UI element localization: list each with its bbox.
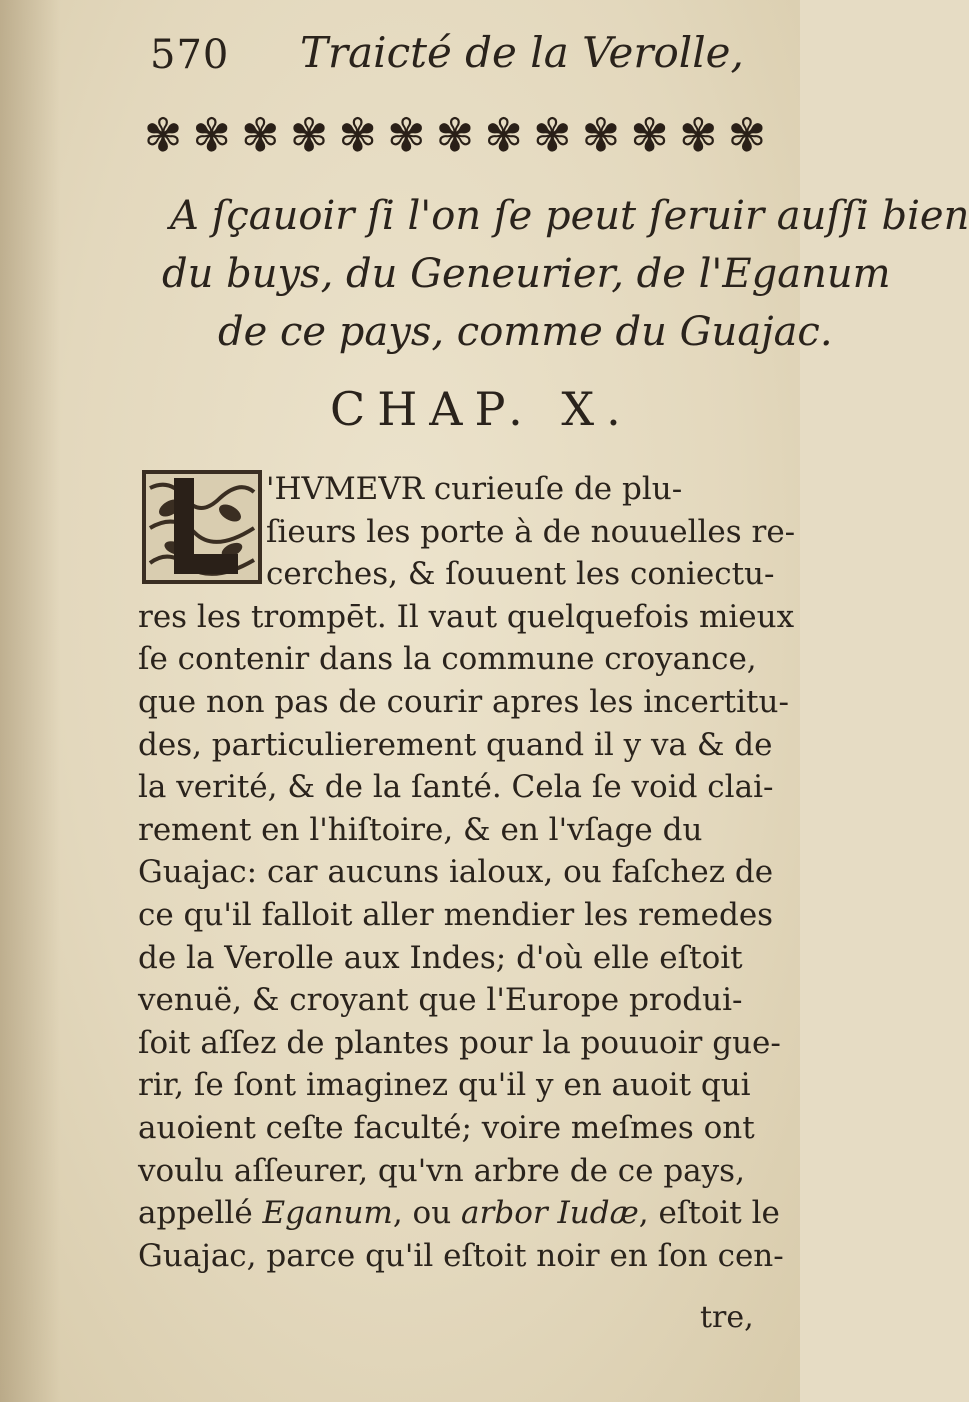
italic-term: arbor Iudæ: [461, 1195, 639, 1232]
page-header: [0, 28, 800, 88]
catchword: tre,: [700, 1300, 754, 1335]
body-line: ſe contenir dans la commune croyance,: [138, 641, 757, 678]
body-line: Guajac, parce qu'il eſtoit noir en ſon cen-: [138, 1237, 784, 1274]
ornament-flower-icon: ✾: [532, 108, 572, 162]
body-line: que non pas de courir apres les incertitu-: [138, 683, 789, 720]
body-line: la verité, & de la ſanté. Cela ſe void clai-: [138, 769, 774, 806]
chapter-title-line: A ſçauoir ſi l'on ſe peut ſeruir auſſi bien: [170, 193, 969, 239]
ornament-flower-icon: ✾: [192, 108, 231, 162]
chapter-title-line: de ce pays, comme du Guajac.: [218, 309, 833, 355]
ornament-flower-icon: ✾: [630, 108, 669, 162]
body-line-mixed: [138, 1192, 780, 1235]
body-line: venuë, & croyant que l'Europe produi-: [138, 982, 743, 1019]
ornament-flower-icon: ✾: [678, 108, 718, 162]
body-line: res les trompēt. Il vaut quelquefois mieux: [138, 598, 795, 635]
ornament-flower-icon: ✾: [387, 108, 426, 162]
chapter-title-line: du buys, du Geneurier, de l'Eganum: [162, 251, 891, 297]
ornament-band: [140, 110, 770, 160]
body-line: 'HVMEVR curieuſe de plu-: [266, 471, 683, 507]
chapter-heading: CHAP. X.: [330, 382, 633, 436]
body-line: de la Verolle aux Indes; d'où elle eſtoit: [138, 939, 743, 976]
ornament-flower-icon: ✾: [484, 108, 523, 162]
ornament-flower-icon: ✾: [727, 108, 767, 162]
body-line: rement en l'hiſtoire, & en l'vſage du: [138, 811, 703, 848]
italic-term: Eganum: [262, 1195, 393, 1232]
body-line: ce qu'il falloit aller mendier les remedes: [138, 896, 774, 933]
body-text-span: , eſtoit le: [638, 1195, 780, 1232]
body-line: ſoit aſſez de plantes pour la pouuoir gue-: [138, 1024, 781, 1061]
body-text-span: appellé: [138, 1195, 263, 1232]
body-line: Guajac: car aucuns ialoux, ou faſchez de: [138, 854, 774, 891]
ornament-flower-icon: ✾: [338, 108, 377, 162]
body-line: voulu aſſeurer, qu'vn arbre de ce pays,: [138, 1152, 745, 1189]
body-line: rir, ſe ſont imaginez qu'il y en auoit qui: [138, 1067, 751, 1104]
body-text: [138, 468, 796, 1277]
body-line: ſieurs les porte à de nouuelles re-: [266, 513, 796, 550]
body-line: cerches, & ſouuent les coniectu-: [266, 556, 775, 593]
running-title: Traicté de la Verolle,: [300, 28, 744, 77]
ornament-flower-icon: ✾: [289, 108, 329, 162]
ornament-flower-icon: ✾: [581, 108, 621, 162]
body-line: auoient ceſte faculté; voire meſmes ont: [138, 1109, 755, 1146]
body-line: des, particulierement quand il y va & de: [138, 726, 773, 763]
ornament-flower-icon: ✾: [143, 108, 183, 162]
ornament-flower-icon: ✾: [241, 108, 280, 162]
page-number: 570: [150, 32, 230, 78]
body-text-span: , ou: [392, 1195, 462, 1232]
ornament-flower-icon: ✾: [435, 108, 475, 162]
